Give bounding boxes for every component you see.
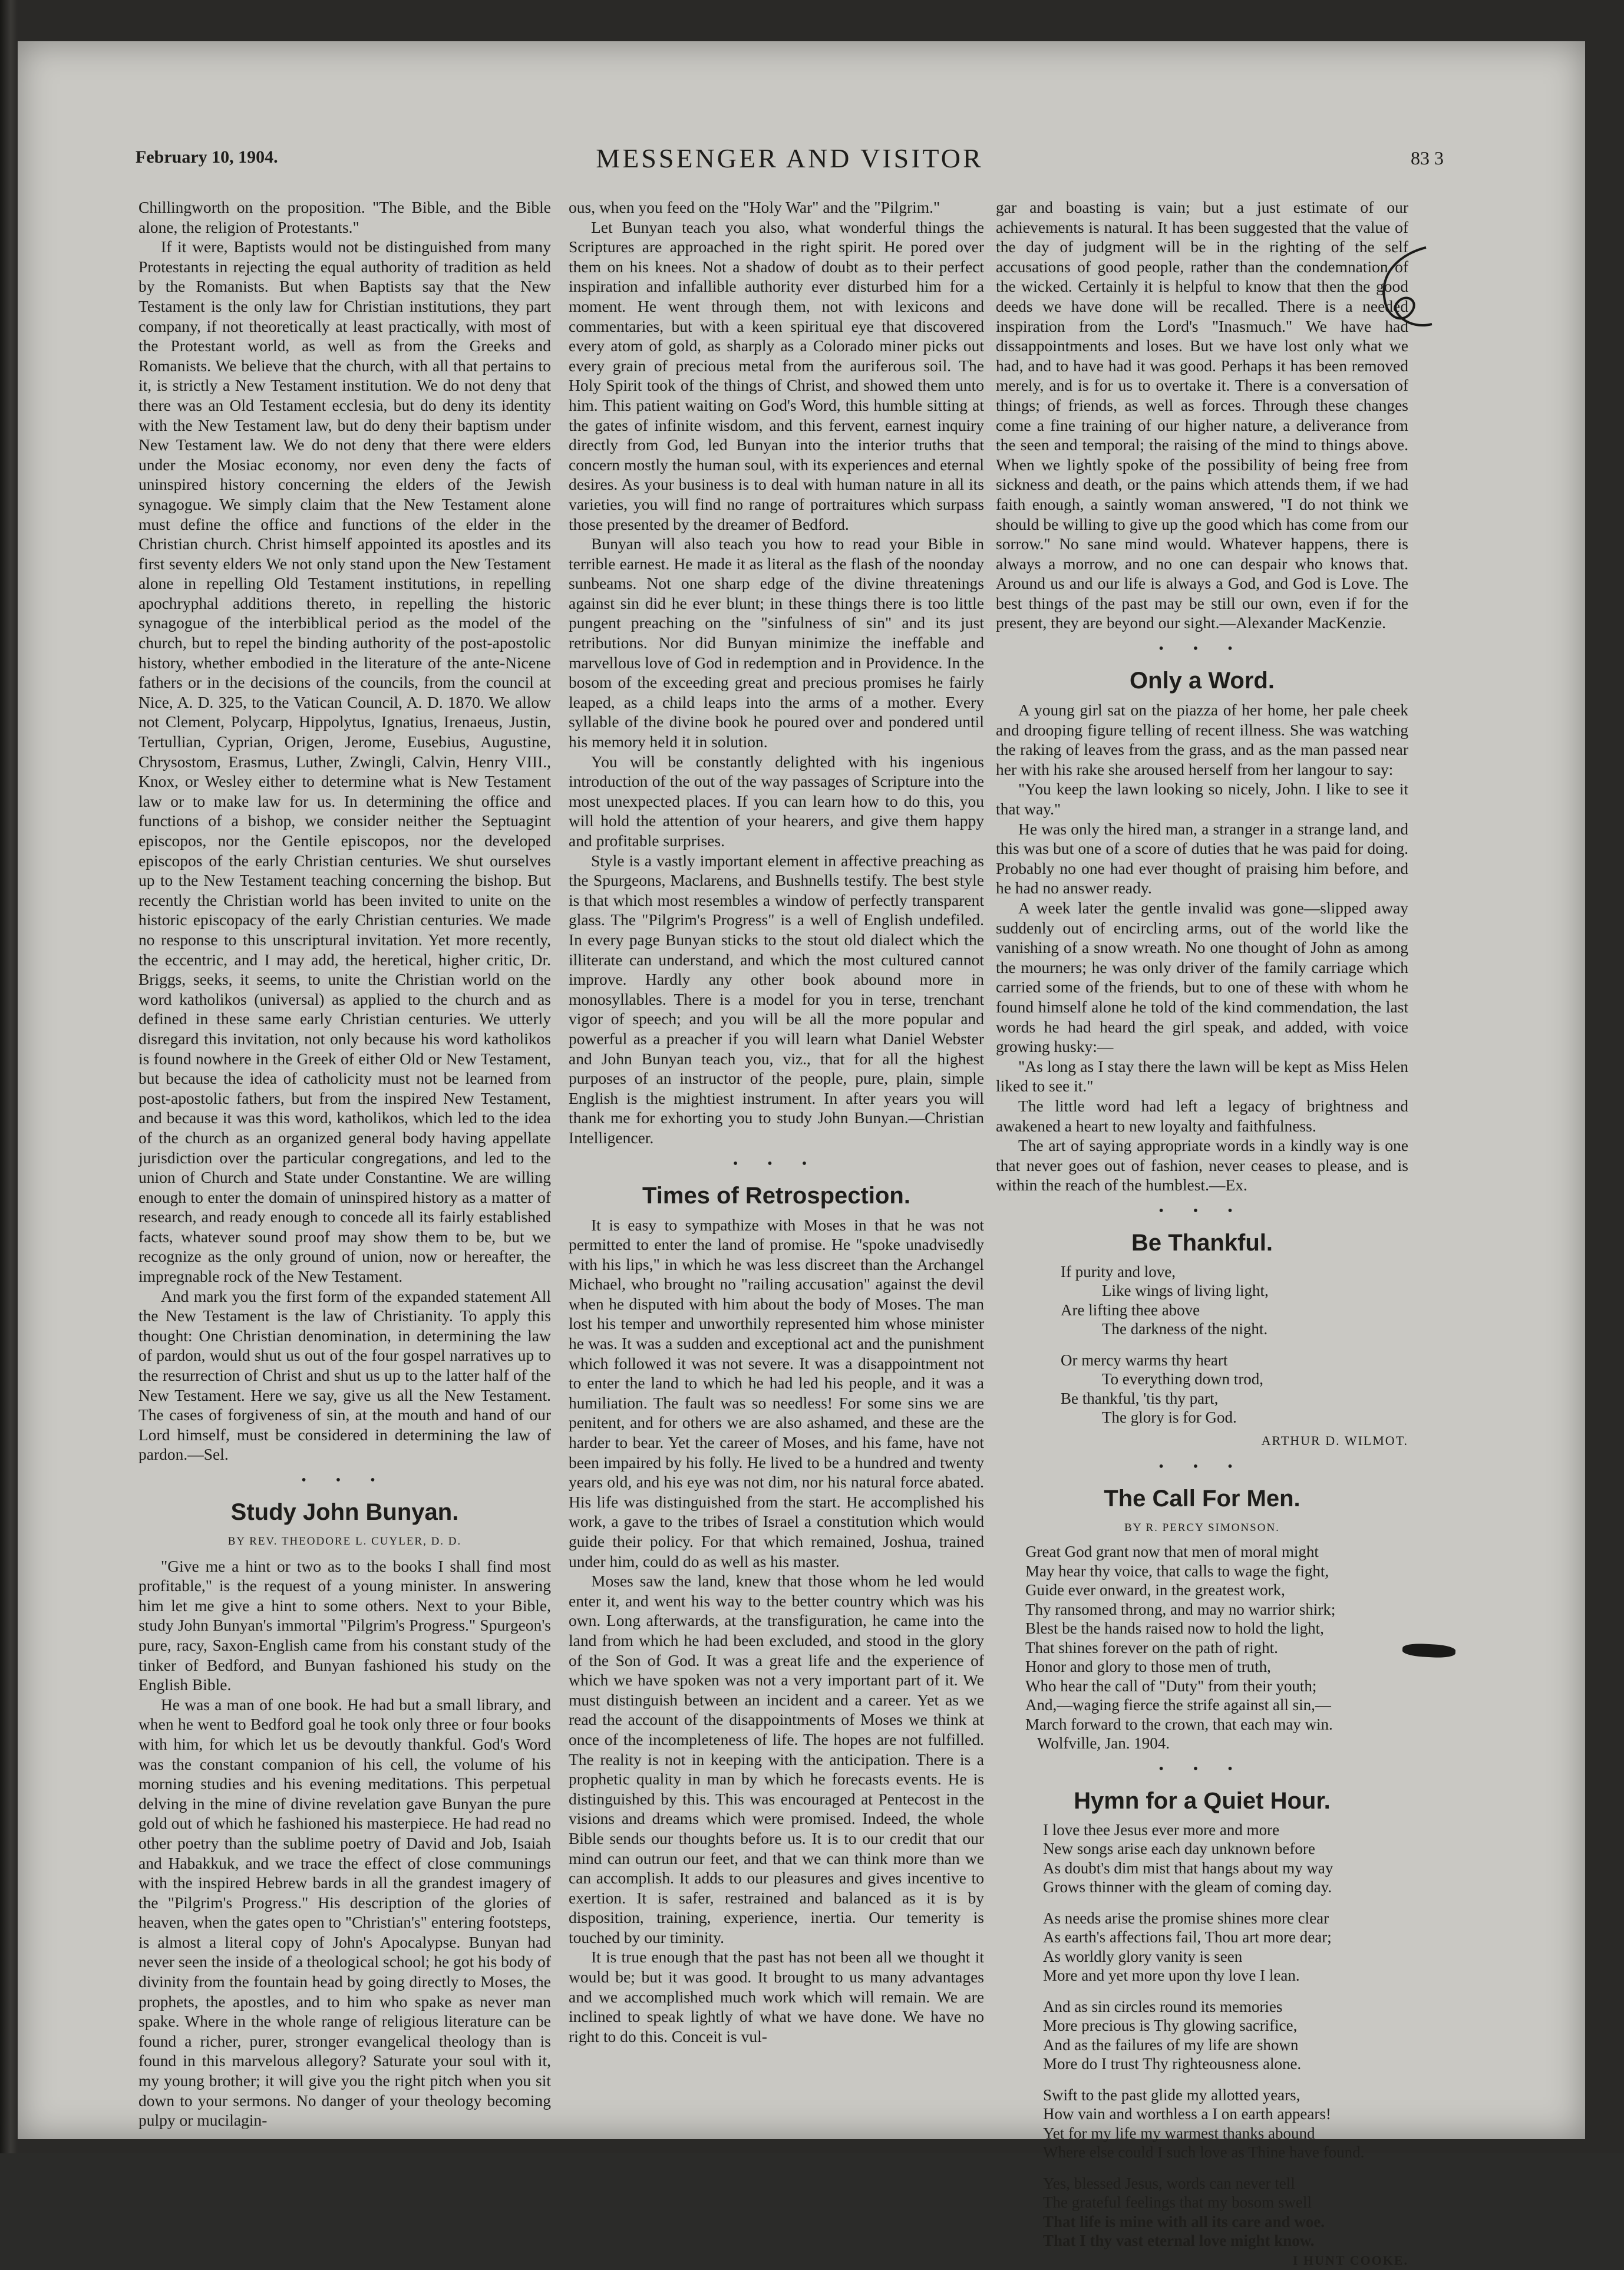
poem-be-thankful [996,1262,1408,1427]
paragraph: It is easy to sympathize with Moses in that he was not permitted to enter the land of promise. He "spoke unadvisedly with his lips," in which he was less discreet than the Archangel Michael, who brought no "railing accusation" against the devil when he disputed with him about the body of Moses. The man lost his temper and unworthily represented him whose minister he was. It was a sudden and exceptional act and the punishment which followed it was not severe. It was a disappointment not to enter the land to which he had led his people, and it was a humiliation. The fault was so needless! For some sins we are penitent, and for others we are also ashamed, and these are the harder to bear. Yet the career of Moses, and his fame, have not been impaired by his folly. He lived to be a hundred and twenty years old, and his eye was not dim, nor his natural force abated. His life was distinguished from the start. He accomplished his work, a gave to the tribes of Israel a constitution which would guide their policy. For that which remained, Joshua, trained under him, could do as well as his master. [569,1215,984,1570]
paragraph: The little word had left a legacy of brightness and awakened a heart to new loyalty and faithfulness. [996,1096,1408,1135]
poem-line: And as the failures of my life are shown [1043,2035,1299,2054]
poem-line: If purity and love, [1061,1262,1176,1281]
poem-title-call-for-men: The Call For Men. [1104,1485,1300,1512]
poem-place-date: Wolfville, Jan. 1904. [1037,1734,1170,1753]
paragraph: gar and boasting is vain; but a just estimate of our achievements is natural. It has been suggested that the value of the day of judgment will be in the righting of the self accusations of good people, rather than the condemnation of the wicked. Certainly it is helpful to know that then the good deeds we have done will be recalled. There is a needed inspiration from the Lord's "Inasmuch." We have had dissappointments and loses. But we have lost only what we had, and to have had it was good. Perhaps it has been removed merely, and is for us to overtake it. There is a conversation of things; of friends, as well as forces. Through these changes come a fine training of our higher nature, a deliverance from the seen and temporal; the raising of the mind to things above. When we lightly spoke of the possibility of being free from sickness and death, or the pains which attends them, if we had faith enough, a saintly woman answered, "I do not think we should be willing to give up the good which has come from our sorrow." No sane mind would. Whatever happens, there is always a morrow, and no one can despair who knows that. Around us and our life is always a God, and God is Love. The best things of the past may be still our own, even if for the present, they are beyond our sight.—Alexander MacKenzie. [996,198,1408,632]
poem-hymn [996,1820,1408,2251]
paragraph: Let Bunyan teach you also, what wonderful things the Scriptures are approached in the right spirit. He pored over them on his knees. Not a shadow of doubt as to their perfect inspiration and infallible authority ever disturbed him for a moment. He went through them, not with lexicons and commentaries, but with a keen spiritual eye that discovered every atom of gold, as sharply as a Colorado miner picks out every grain of precious metal from the auriferous soil. The Holy Spirit took of the things of Christ, and showed them unto him. This patient waiting on God's Word, this humble sitting at the gates of infinite wisdom, and this fervent, earnest inquiry directly from God, led Bunyan into the interior truths that concern mostly the human soul, with its experiences and eternal desires. As your business is to deal with human nature in all its varieties, you will find no range of portraitures which surpass those presented by the dreamer of Bedford. [569,217,984,533]
section-divider: • • • [1158,641,1246,657]
poem-line: That life is mine with all its care and woe. [1043,2212,1325,2231]
poem-call-for-men [996,1542,1408,1753]
poem-line: More precious is Thy glowing sacrifice, [1043,2017,1298,2035]
poem-line: Thy ransomed throng, and may no warrior shirk; [1025,1600,1336,1618]
paragraph: And mark you the first form of the expanded statement All the New Testament is the law of Christianity. To apply this thought: One Christian denomination, in determining the law of pardon, would shut us out of the four gospel narratives up to the resurrection of Christ and shut us up to the latter half of the New Testament. Here we say, give us all the New Testament. The cases of forgiveness of sin, at the mouth and hand of our Lord himself, must be considered in determining the law of pardon.—Sel. [138,1286,551,1464]
poem-line: How vain and worthless a I on earth appears! [1043,2105,1331,2123]
paragraph: "You keep the lawn looking so nicely, John. I like to see it that way." [996,780,1408,819]
poem-line: To everything down trod, [1102,1370,1264,1388]
paragraph: He was a man of one book. He had but a small library, and when he went to Bedford goal he took only three or four books with him, for which let us be devoutly thankful. God's Word was the constant companion of his cell, the volume of his morning studies and his evening meditations. This perpetual delving in the mine of divine revelation gave Bunyan the pure gold out of which he fashioned his masterpiece. He had read no other poetry than the sublime poetry of David and Job, Isaiah and Habakkuk, and we trace the effect of close communings with the inspired Hebrew bards in all the grandest imagery of the "Pilgrim's Progress." His description of the glories of heaven, when the gates open to "Christian's" entering footsteps, is almost a literal copy of John's Apocalypse. Bunyan had never seen the inside of a theological school; he got his body of divinity from the fountain head by going directly to Moses, the prophets, the apostles, and to him who spake as never man spake. Where in the whole range of religious literature can be found a richer, purer, stronger evangelical theology than is found in this marvelous allegory? Saturate your soul with it, my young brother; it will give you the right pitch when you sit down to your sermons. No danger of your theology becoming pulpy or mucilagin- [138,1695,551,2130]
poem-line: I love thee Jesus ever more and more [1043,1820,1280,1839]
section-divider: • • • [1158,1459,1246,1474]
paragraph: "As long as I stay there the lawn will be kept as Miss Helen liked to see it." [996,1057,1408,1096]
poem-line: Or mercy warms thy heart [1061,1351,1228,1369]
poem-author: ARTHUR D. WILMOT. [1261,1433,1408,1448]
section-divider: • • • [1158,1761,1246,1777]
poem-line: And as sin circles round its memories [1043,1997,1283,2015]
poem-line: May hear thy voice, that calls to wage the fight, [1025,1562,1329,1580]
poem-line: Yes, blessed Jesus, words can never tell [1043,2174,1295,2192]
poem-line: More do I trust Thy righteousness alone. [1043,2055,1302,2073]
poem-line: The glory is for God. [1102,1408,1237,1427]
column-3 [996,197,1408,2270]
newspaper-page [18,41,1585,2268]
paragraph: Style is a vastly important element in affective preaching as the Spurgeons, Maclarens, and Bushnells testify. The best style is that which most resembles a window of perfectly transparent glass. The "Pilgrim's Progress" is a well of English undefiled. In every page Bunyan sticks to the stout old dialect which the illiterate can understand, and which the most cultured cannot improve. Hardly any other book abound more in monosyllables. There is a model for you in terse, trenchant vigor of speech; and you will be all the more popular and powerful as a preacher if you will learn what Daniel Webster and John Bunyan teach you, viz., that for all the highest purposes of an instructor of the people, pure, plain, simple English is the mightiest instrument. In after years you will thank me for exhorting you to study John Bunyan.—Christian Intelligencer. [569,851,984,1147]
poem-line: The darkness of the night. [1102,1320,1268,1338]
masthead: MESSENGER AND VISITOR [596,143,983,173]
poem-title-be-thankful: Be Thankful. [1131,1229,1273,1256]
poem-title-hymn: Hymn for a Quiet Hour. [1074,1787,1331,1814]
article-title-only-a-word: Only a Word. [1130,668,1275,694]
poem-line: Are lifting thee above [1061,1301,1200,1319]
poem-line: Yet for my life my warmest thanks abound [1043,2124,1315,2142]
column-2 [569,197,984,2046]
poem-line: Blest be the hands raised now to hold the light, [1025,1619,1324,1638]
poem-line: Honor and glory to those men of truth, [1025,1658,1271,1676]
poem-line: Swift to the past glide my allotted years, [1043,2086,1300,2104]
poem-line: As earth's affections fail, Thou art more dear; [1043,1928,1332,1946]
poem-line: More and yet more upon thy love I lean. [1043,1967,1300,1985]
page-header [136,112,1444,173]
poem-line: Like wings of living light, [1102,1282,1269,1300]
paragraph: The art of saying appropriate words in a kindly way is one that never goes out of fashion, never ceases to please, and is within the reach of the humblest.—Ex. [996,1136,1408,1195]
poem-line: New songs arise each day unknown before [1043,1840,1315,1858]
poem-line: Grows thinner with the gleam of coming day. [1043,1878,1332,1896]
paragraph: If it were, Baptists would not be distinguished from many Protestants in rejecting the equal authority of tradition as held by the Romanists. But when Baptists say that the New Testament is the only law for Christian institutions, they part company, if not theoretically at least practically, with most of the Protestant world, as well as from the Greeks and Romanists. We believe that the church, with all that pertains to it, is strictly a New Testament institution. We do not deny that there was an Old Testament ecclesia, but do deny its identity with the New Testament law, but do deny their baptism under New Testament law. We do not deny that there were elders under the Mosiac economy, nor even deny the facts of uninspired history concerning the elders of the Jewish synagogue. We simply claim that the New Testament alone must define the office and functions of the elder in the Christian church. Christ himself appointed its apostles and its first seventy elders We not only stand upon the New Testament alone in repelling Old Testament institutions, in repelling apochryphal additions thereto, in repelling the historic synagogue of the interbiblical period as the model of the church, but to repel the binding authority of the post-apostolic history, whether embodied in the literature of the ante-Nicene fathers or in the decisions of the councils, from the council at Nice, A. D. 325, to the Vatican Council, A. D. 1870. We allow not Clement, Polycarp, Hippolytus, Ignatius, Irenaeus, Justin, Tertullian, Cyprian, Origen, Jerome, Eusebius, Augustine, Chrysostom, Erasmus, Luther, Zwingli, Calvin, Henry VIII., Knox, or Wesley either to determine what is New Testament law or to make law for us. In determining the office and functions of a bishop, we consider neither the Septuagint episcopos, nor the Gentile episcopos, nor the developed episcopos of the early Christian centuries. We shut ourselves up to the New Testament teaching concerning the bishop. But recently the Christian world has been invited to unite on the historic episcopacy of the early Christian centuries. We made no response to this unscriptural invitation. Yet more recently, the eccentric, and I may add, the heretical, higher critic, Dr. Briggs, seeks, it seems, to unite the Christian world on the word katholikos (universal) as applied to the church and as defined in these same early Christian centuries. We utterly disregard this invitation, not only because his word katholikos is found nowhere in the Greek of either Old or New Testament, but because the idea of catholicity must not be learned from post-apostolic fathers, but from the inspired New Testament, and because it was this word, katholikos, which led to the idea of the church as an organized general body having appellate jurisdiction over the particular congregations, and led to the union of Church and State under Constantine. We are willing enough to enter the domain of uninspired history as a matter of research, and ready enough to concede all its fairly established facts, whatever sound proof may show them to be, but we recognize as the only ground of union, now or hereafter, the impregnable rock of the New Testament. [138,237,551,1286]
article-title-retrospection: Times of Retrospection. [642,1182,910,1209]
page-number: 83 3 [1411,147,1444,169]
poem-line: Where else could I such love as Thine have found. [1043,2143,1365,2162]
paragraph: Bunyan will also teach you how to read your Bible in terrible earnest. He made it as literal as the flash of the noonday sunbeams. Not one sharp edge of the divine threatenings against sin did he ever blunt; in these things there is too little pungent preaching on the "sinfulness of sin" and its just retributions. Nor did Bunyan minimize the ineffable and marvellous love of God in redemption and in Providence. In the bosom of the exceeding great and precious promises he fairly leaped, as a child leaps into the arms of a mother. Every syllable of the divine book he poured over and pondered until his memory held it in solution. [569,534,984,751]
column-1 [138,197,551,2130]
article-title-bunyan: Study John Bunyan. [230,1499,459,1525]
poem-line: As worldly glory vanity is seen [1043,1947,1243,1965]
poem-line: The grateful feelings that my bosom swell [1043,2193,1312,2212]
paragraph: A week later the gentle invalid was gone—slipped away suddenly out of encircling arms, out of the world like the vanishing of a snow wreath. No one thought of John as among the mourners; he was only driver of the family carriage which carried some of the friends, but to one of these with whom he found himself alone he told of the kind commendation, the last words he had heard the girl speak, and added, with voice growing husky:— [996,899,1408,1056]
article-byline: BY REV. THEODORE L. CUYLER, D. D. [227,1535,462,1548]
paragraph: You will be constantly delighted with his ingenious introduction of the out of the way passages of Scripture into the most unexpected places. If you can learn how to do this, you will hold the attention of your hearers, and give them happy and profitable surprises. [569,752,984,850]
paragraph: It is true enough that the past has not been all we thought it would be; but it was good. It brought to us many advantages and we accomplished much work which will remain. We are inclined to speak lightly of what we have done. We have no right to do this. Conceit is vul- [569,1948,984,2045]
section-divider: • • • [301,1473,388,1488]
issue-date: February 10, 1904. [136,147,278,167]
paragraph: "Give me a hint or two as to the books I shall find most profitable," is the request of a young minister. In answering him let me give a hint to some others. Next to your Bible, study John Bunyan's immortal "Pilgrim's Progress." Spurgeon's pure, racy, Saxon-English came from his constant study of the tinker of Bedford, and Bunyan fashioned his study on the English Bible. [138,1556,551,1694]
paragraph: ous, when you feed on the "Holy War" and the "Pilgrim." [569,198,940,216]
poem-line: As needs arise the promise shines more clear [1043,1909,1329,1927]
paragraph: A young girl sat on the piazza of her home, her pale cheek and drooping figure telling of recent illness. She was watching the raking of leaves from the grass, and as the man passed near her with his rake she aroused herself from her langour to say: [996,701,1408,778]
paragraph: Chillingworth on the proposition. "The Bible, and the Bible alone, the religion of Protestants." [138,198,551,236]
section-divider: • • • [732,1156,820,1172]
paragraph: He was only the hired man, a stranger in a strange land, and this was but one of a score of duties that he was paid for doing. Probably no one had ever thought of praising him before, and he had no answer ready. [996,819,1408,898]
poem-author: I HUNT COOKE. [1292,2252,1408,2268]
poem-line: As doubt's dim mist that hangs about my way [1043,1859,1333,1877]
poem-byline: BY R. PERCY SIMONSON. [1124,1521,1280,1534]
poem-line: Be thankful, 'tis thy part, [1061,1389,1219,1407]
poem-line: That shines forever on the path of right. [1025,1638,1278,1657]
section-divider: • • • [1158,1203,1246,1219]
pen-mark [1355,236,1450,342]
poem-line: Great God grant now that men of moral might [1025,1543,1319,1561]
poem-line: That I thy vast eternal love might know. [1043,2232,1315,2250]
poem-line: Guide ever onward, in the greatest work, [1025,1581,1285,1599]
paragraph: Moses saw the land, knew that those whom he led would enter it, and went his way to the better country which was his own. Long afterwards, at the transfiguration, he came into the land from which he had been excluded, and stood in the glory of the Son of God. It was a great life and the experience of which we have spoken was not a very important part of it. We must distinguish between an incident and a career. Yet as we read the account of the disappointments of Moses we think at once of the incompleteness of life. The hopes are not fulfilled. The reality is not in keeping with the anticipation. There is a prophetic quality in man by which he forecasts events. He is distinguished by this. This was encouraged at Pentecost in the visions and dreams which were promised. Indeed, the whole Bible sends our thoughts before us. It is to our credit that our mind can outrun our feet, and that we can think more than we can accomplish. It adds to our pleasures and gives incentive to exertion. It is safer, restrained and balanced as it is by disposition, training, experience, inertia. Our temerity is touched by our timinity. [569,1572,984,1946]
poem-line: Who hear the call of "Duty" from their youth; [1025,1677,1317,1695]
poem-line: March forward to the crown, that each may win. [1025,1715,1333,1733]
poem-line: And,—waging fierce the strife against all sin,— [1025,1696,1331,1714]
